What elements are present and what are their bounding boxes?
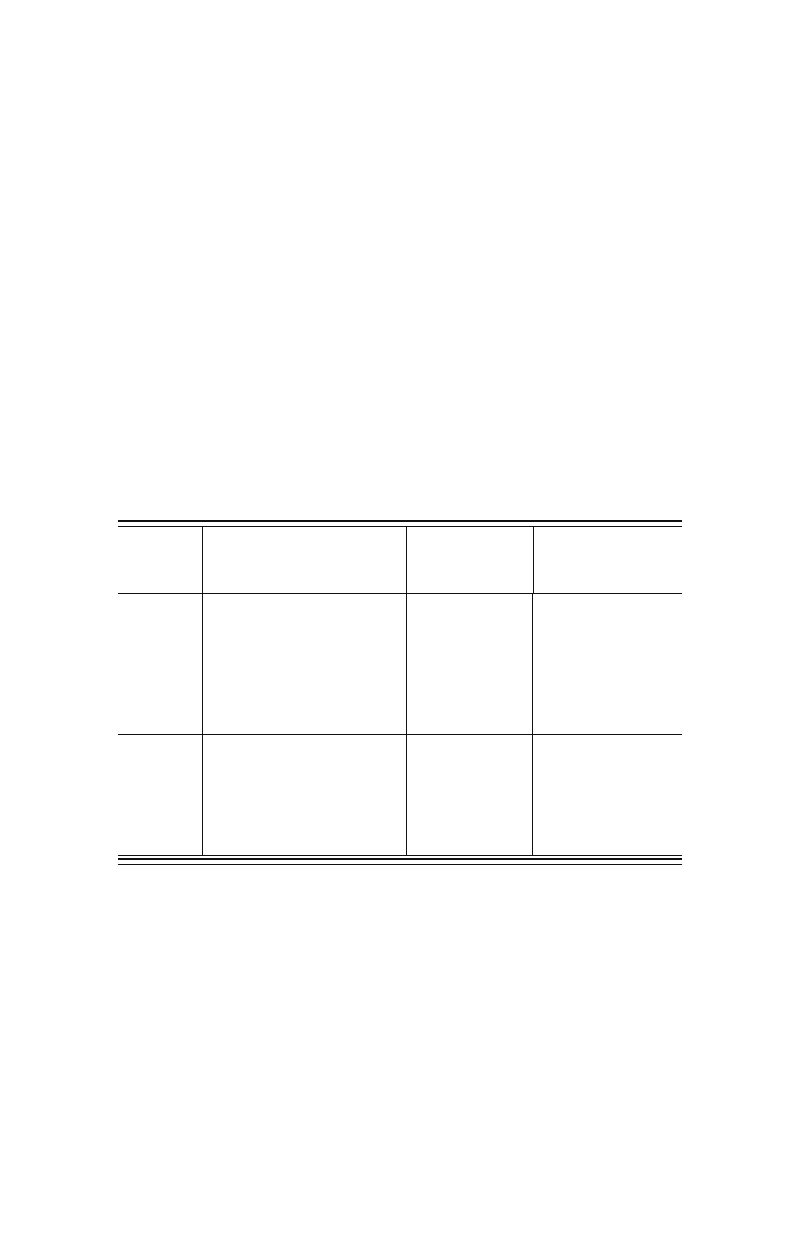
table-bottom-rule <box>118 858 682 865</box>
result-column <box>533 594 681 734</box>
results-table <box>118 518 682 865</box>
header-date <box>407 527 534 593</box>
header-experiences <box>118 527 203 593</box>
table-header-row <box>118 527 682 594</box>
header-espece <box>203 527 408 593</box>
series-block-first <box>118 594 682 735</box>
series-block-second <box>118 735 682 856</box>
date-column <box>407 594 533 734</box>
species-column <box>203 735 407 855</box>
result-column <box>533 735 681 855</box>
table-top-rule <box>118 520 682 527</box>
species-column <box>203 594 407 734</box>
header-resultats <box>534 527 682 593</box>
date-column <box>407 735 533 855</box>
